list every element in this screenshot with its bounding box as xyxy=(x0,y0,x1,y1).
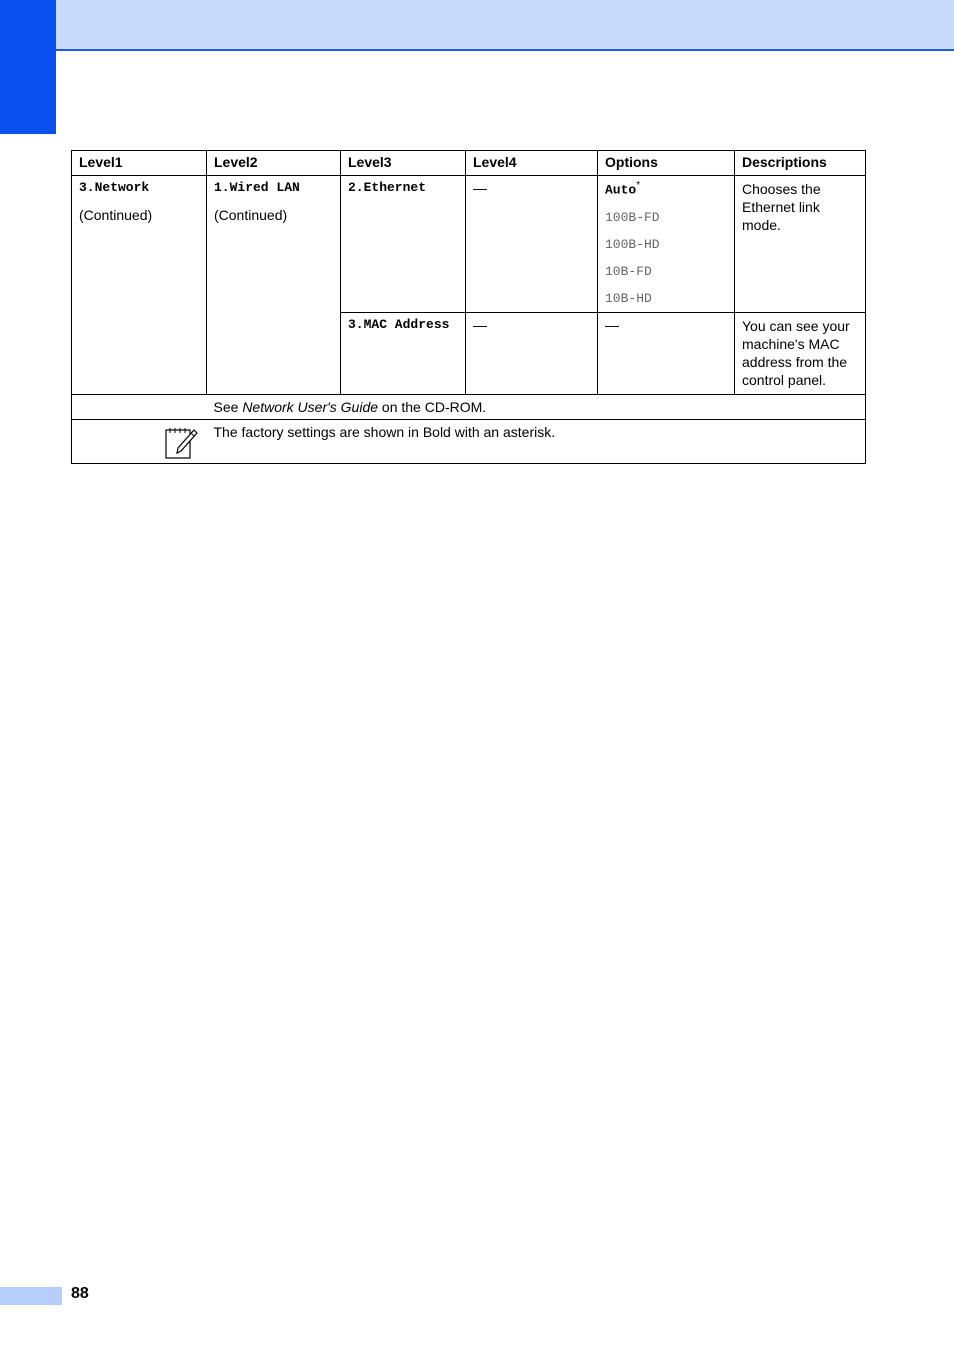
level1-cell xyxy=(72,176,207,395)
note-pencil-icon xyxy=(164,426,198,460)
option-item: 10B-FD xyxy=(605,263,652,279)
footer-band xyxy=(0,1287,62,1305)
note-row xyxy=(72,420,866,464)
level2-cell xyxy=(207,176,341,395)
menu-table xyxy=(71,150,866,464)
option-item: 10B-HD xyxy=(605,290,652,306)
level3-cell xyxy=(341,313,466,395)
header-level3: Level3 xyxy=(341,151,466,176)
options-cell: — xyxy=(598,313,735,395)
footnote-row xyxy=(72,395,866,420)
option-item: 100B-HD xyxy=(605,236,660,252)
option-item: 100B-FD xyxy=(605,209,660,225)
level2-code: 1.Wired LAN xyxy=(214,180,300,195)
level1-continued: (Continued) xyxy=(79,207,153,223)
guide-title: Network User's Guide xyxy=(242,399,379,415)
options-cell xyxy=(598,176,735,313)
description-ethernet: Chooses the Ethernet link mode. xyxy=(735,176,866,313)
page-number: 88 xyxy=(71,1285,89,1302)
level2-continued: (Continued) xyxy=(214,207,288,223)
description-mac-address: You can see your machine's MAC address from the control panel. xyxy=(735,313,866,395)
header-descriptions: Descriptions xyxy=(735,151,866,176)
note-text: The factory settings are shown in Bold with an asterisk. xyxy=(207,420,866,464)
footnote-text: See Network User's Guide on the CD-ROM. xyxy=(207,395,866,420)
header-band xyxy=(56,0,954,51)
header-level2: Level2 xyxy=(207,151,341,176)
level3-cell xyxy=(341,176,466,313)
option-default: Auto* xyxy=(605,180,641,198)
table-row xyxy=(72,176,866,313)
level4-cell: — xyxy=(466,176,598,313)
level1-code: 3.Network xyxy=(79,180,150,195)
header-level4: Level4 xyxy=(466,151,598,176)
level3-ethernet: 2.Ethernet xyxy=(348,180,427,195)
header-options: Options xyxy=(598,151,735,176)
level3-mac-address: 3.MAC Address xyxy=(348,317,450,332)
header-level1: Level1 xyxy=(72,151,207,176)
chapter-tab xyxy=(0,0,56,134)
level4-cell: — xyxy=(466,313,598,395)
table-header-row xyxy=(72,151,866,176)
